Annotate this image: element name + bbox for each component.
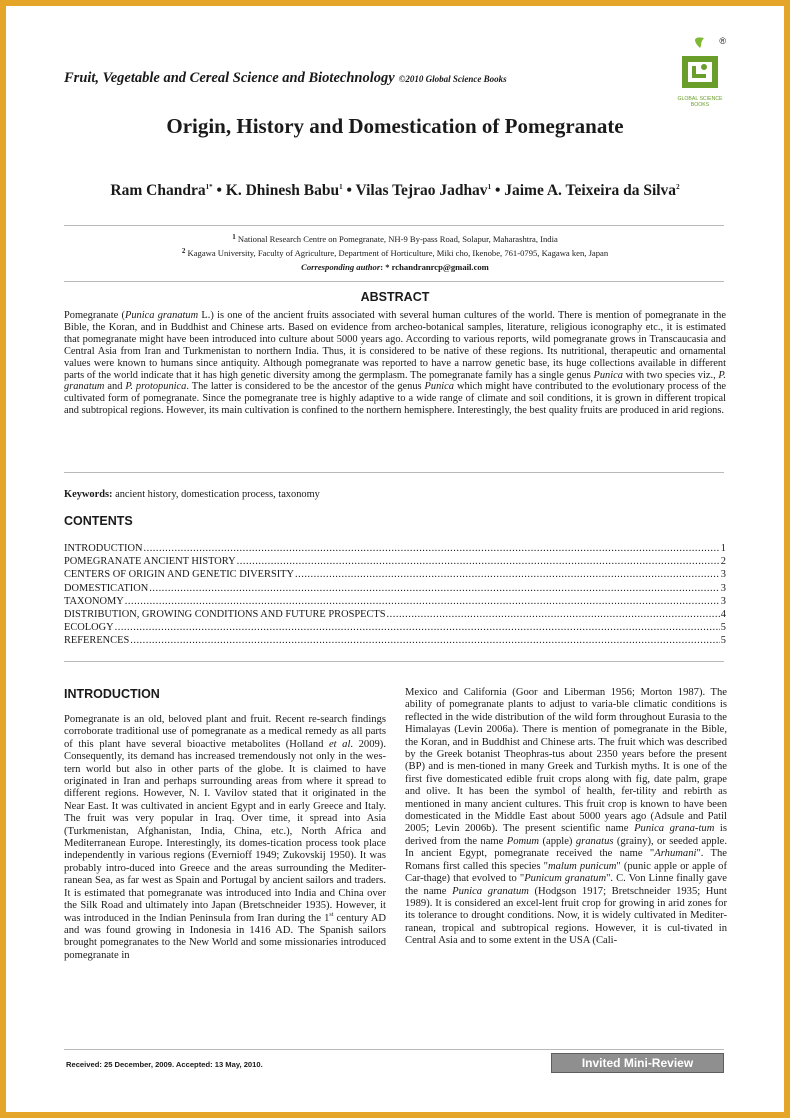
received-dates: Received: 25 December, 2009. Accepted: 13 May, 2010. (66, 1060, 263, 1069)
paper-page (6, 6, 784, 1112)
toc-leader (149, 582, 720, 595)
keywords-label: Keywords: (64, 489, 113, 500)
divider (64, 281, 724, 282)
table-of-contents (64, 542, 726, 648)
author-name: Ram Chandra (110, 182, 206, 199)
abstract-run: Pomegranate ( (64, 310, 125, 321)
toc-entry-title: REFERENCES (64, 635, 130, 647)
toc-entry-title: CENTERS OF ORIGIN AND GENETIC DIVERSITY (64, 569, 295, 581)
journal-name: Fruit, Vegetable and Cereal Science and Biotechnology (64, 70, 395, 86)
body-superscript: st (329, 911, 334, 918)
corresponding-email: : * rchandranrcp@gmail.com (380, 262, 489, 272)
divider (64, 661, 724, 662)
body-italic: Punicum granatum (524, 873, 607, 885)
author-name: K. Dhinesh Babu (225, 182, 340, 199)
body-italic: et al (328, 738, 351, 750)
toc-entry-page: 2 (720, 556, 726, 568)
body-run: (Hodgson 1917; Bretschneider 1935; Hunt 1989). It is considered an excel-lent fruit crop for growing in arid zones for its tolerance to drought conditions. Now, it is widely cultivated in Mediter-ranean, tropical and subtropical regions. However, it is cul-tivated in Central Asia and to some extent in the USA (Cali- (405, 885, 727, 947)
abstract-heading: ABSTRACT (360, 290, 430, 304)
keywords-text: ancient history, domestication process, taxonomy (112, 489, 320, 500)
body-run: Mexico and California (Goor and Liberman 1956; Morton 1987). The ability of pomegranate plants to adjust to varia-ble climatic conditions is reflected in the wide distribution of the wild form throughout Eurasia to the Himalayas (Levin 2006a). There is mention of pomegranate in the Bible, the Koran, and in Buddhist and Chinese arts. The fruit which was described by the Greek botanist Theophras-tus about 2350 years before the present (BP) and is men-tioned in many Greek and Turkish myths. It is one of the first five domesticated edible fruit crops along with fig, date palm, grape and olive. It has been the symbol of health, fer-tility and rebirth as mentioned in many ancient cultures. This fruit crop is known to have been domesticated in the Middle East about 5000 years ago (Adsule and Patil 2005; Levin 2006b). The present scientific name (405, 687, 727, 835)
body-column-right (405, 687, 727, 948)
affiliation-text: Kagawa University, Faculty of Agriculture, Department of Horticulture, Miki cho, Ikenobe, 761-0795, Kagawa ken, Japan (187, 248, 609, 258)
article-type-badge: Invited Mini-Review (551, 1053, 724, 1073)
author-separator: • (494, 182, 501, 199)
body-italic: Punica grana-tum (634, 823, 715, 835)
body-run: Pomegranate is an old, beloved plant and fruit. Recent re-search findings corroborate traditional use of pomegranate as a medical remedy as all parts of this plant have several bioactive metabolites (Holland (64, 714, 386, 750)
toc-entry[interactable] (64, 634, 726, 647)
logo-caption-line1: GLOBAL SCIENCE (677, 96, 723, 102)
toc-entry-title: INTRODUCTION (64, 543, 143, 554)
toc-entry[interactable] (64, 621, 726, 634)
author-affil-mark: 1 (339, 183, 343, 191)
toc-entry-title: POMEGRANATE ANCIENT HISTORY (64, 556, 236, 568)
publisher-logo (670, 34, 730, 112)
author-name: Vilas Tejrao Jadhav (355, 182, 488, 199)
affiliation (6, 247, 784, 258)
body-run: . 2009). Consequently, its demand has increased tremendously not only in the wes-tern world but also in other parts of the globe. It is claimed to have originated in Iran and perhaps surrounding areas from where it spread to different regions. However, N. I. Vavilov stated that it originated in the Near East. It was cultivated in ancient Egypt and in early Greece and Italy. The fruit was very popular in Iraq. Over time, it spread into Asia (Turkmenistan, Afghanistan, India, China, etc.), North Africa and Mediterranean Europe. Interestingly, its domes-tication process took place independently in various regions (Evernioff 1949; Zukovskij 1950). It was probably intro-duced into Greece and the areas surrounding the Mediter-ranean Sea, as far west as Spain and Portugal by ancient sailors and traders. It is estimated that pomegranate was introduced into India and China over the Silk Road and ultimately into Japan (Bretschneider 1935). However, it was introduced in the Indian Peninsula from Iran during the 1 (64, 738, 386, 924)
abstract-run: with two species viz., (622, 369, 719, 381)
toc-entry[interactable] (64, 595, 726, 608)
logo-caption-line2: BOOKS (690, 102, 710, 108)
journal-copyright: ©2010 Global Science Books (398, 74, 507, 84)
body-italic: granatus (575, 835, 614, 847)
body-italic: Arhumani (654, 848, 697, 860)
abstract-italic: P. protopunica (125, 381, 187, 393)
toc-entry[interactable] (64, 582, 726, 595)
affiliation-number: 2 (181, 247, 186, 255)
body-italic: Pomum (506, 835, 540, 847)
toc-entry-page: 3 (720, 595, 726, 607)
toc-leader (125, 595, 720, 608)
registered-mark: ® (719, 36, 726, 46)
keywords (64, 489, 320, 500)
body-column-left (64, 714, 386, 962)
corresponding-label: Corresponding author (301, 262, 381, 272)
toc-entry-title: TAXONOMY (64, 595, 124, 607)
body-run: century AD and was found growing in Indonesia in 1416 AD. The Spanish sailors brought pomegranates to the New World and some missionaries introduced pomegranate in (64, 912, 387, 961)
author-affil-mark: 1* (205, 183, 213, 191)
author-name: Jaime A. Teixeira da Silva (504, 182, 677, 199)
toc-leader (115, 621, 720, 634)
toc-entry-page: 3 (720, 582, 726, 594)
body-run: " (punic apple or apple of Car-thage) that evolved to " (405, 860, 727, 885)
toc-leader (387, 608, 720, 621)
body-run: ". The Romans first called this species " (405, 848, 727, 872)
body-run: ". C. Von Linne finally gave the name (405, 873, 727, 897)
body-italic: Punica granatum (452, 885, 529, 897)
toc-entry[interactable] (64, 542, 726, 555)
author-affil-mark: 2 (676, 183, 680, 191)
paper-title: Origin, History and Domestication of Pomegranate (166, 114, 624, 138)
logo-caption (670, 96, 730, 108)
abstract-italic: Punica (593, 369, 623, 381)
author-separator: • (216, 182, 222, 199)
body-run: is derived from the name (405, 823, 727, 847)
toc-entry-page: 1 (720, 543, 726, 554)
abstract-run: which might have contributed to the evolutionary process of the cultivated form of pomegranate. Since the pomegranate tree is highly adaptive to a wide range of climate and soil conditions, it is grown in different tropical and subtropical regions. However, its main cultivation is confined to the northern hemisphere. Interestingly, the best quality fruits are produced in arid regions. (64, 381, 726, 417)
author-separator: • (346, 182, 352, 199)
corresponding-author (6, 262, 784, 272)
body-run: (grainy), or seeded apple. In ancient Egypt, pomegranate received the name " (405, 835, 727, 860)
toc-entry-page: 4 (720, 608, 726, 620)
journal-header (64, 70, 507, 87)
toc-entry-title: DOMESTICATION (64, 582, 149, 594)
toc-leader (295, 568, 720, 581)
toc-leader (144, 542, 720, 555)
toc-entry[interactable] (64, 568, 726, 581)
toc-entry[interactable] (64, 608, 726, 621)
divider (64, 225, 724, 226)
toc-entry[interactable] (64, 555, 726, 568)
body-run: (apple) (539, 835, 576, 847)
author-list (6, 182, 784, 200)
abstract-text (64, 310, 726, 417)
abstract-italic: Punica (424, 381, 454, 393)
introduction-heading: INTRODUCTION (64, 687, 160, 701)
toc-entry-page: 3 (720, 569, 726, 581)
contents-heading: CONTENTS (64, 514, 133, 528)
abstract-run: L.) is one of the ancient fruits associated with several human cultures of the world. There is mention of pomegranate in the Bible, the Koran, and in Buddhist and Chinese arts. Based on evidence from archeo-botanical samples, literature, religious iconography etc., it is estimated that pomegranate might have been introduced into culture about 5000 years ago. According to various reports, wild pomegranate grows in Transcaucasia and Central Asia from Iran and Turkmenistan to northern India. Thus, it is considered to be native of these regions. Its nutritional, therapeutic and ornamental values were known to humans since antiquity. Although pomegranate was reported to have a narrow genetic base, its huge collections available in different parts of the world indicate that it has high genetic diversity among the germplasm. The pomegranate family has a single genus (64, 310, 726, 381)
abstract-run: and (104, 381, 126, 393)
abstract-run: . The latter is considered to be the ancestor of the genus (186, 381, 425, 393)
divider (64, 1049, 724, 1050)
abstract-italic: P. granatum (64, 369, 726, 393)
toc-entry-page: 5 (720, 635, 726, 647)
toc-entry-page: 5 (720, 622, 726, 634)
affiliation-text: National Research Centre on Pomegranate, NH-9 By-pass Road, Solapur, Maharashtra, India (237, 234, 558, 244)
toc-entry-title: ECOLOGY (64, 622, 114, 634)
toc-entry-title: DISTRIBUTION, GROWING CONDITIONS AND FUTURE PROSPECTS (64, 608, 386, 620)
affiliation (6, 233, 784, 244)
affiliation-number: 1 (232, 233, 236, 241)
body-italic: malum punicum (547, 860, 617, 872)
toc-leader (237, 555, 720, 568)
abstract-italic: Punica granatum (124, 310, 199, 321)
toc-leader (130, 634, 720, 647)
divider (64, 472, 724, 473)
author-affil-mark: 1 (487, 183, 492, 191)
